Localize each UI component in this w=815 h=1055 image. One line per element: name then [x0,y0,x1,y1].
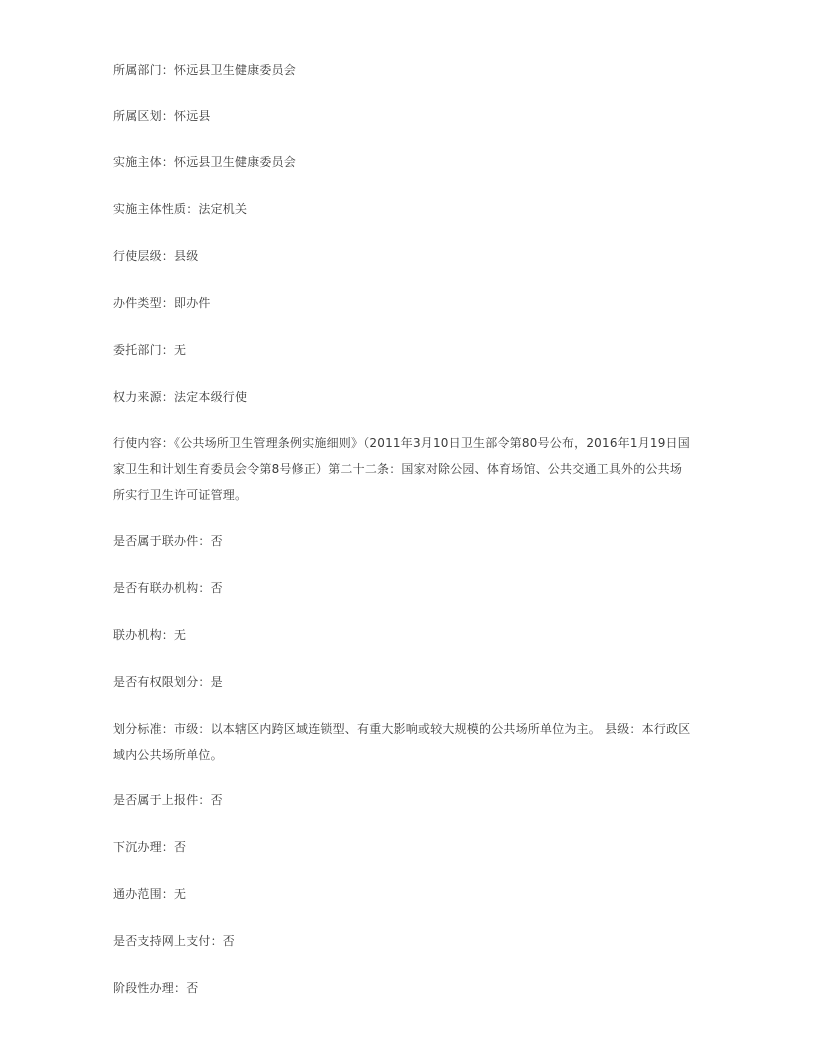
field-report-case: 是否属于上报件：否 [113,793,223,807]
field-has-authority-split: 是否有权限划分：是 [113,675,223,689]
field-staged-handling: 阶段性办理：否 [113,981,199,995]
field-joint-agency: 联办机构：无 [113,628,187,642]
field-implementer: 实施主体：怀远县卫生健康委员会 [113,155,297,169]
field-general-scope: 通办范围：无 [113,887,187,901]
field-department: 所属部门：怀远县卫生健康委员会 [113,63,297,77]
field-implementer-nature: 实施主体性质：法定机关 [113,202,248,216]
field-exercise-content: 行使内容：《公共场所卫生管理条例实施细则》（2011年3月10日卫生部令第80号公布，2016年1月19日国家卫生和计划生育委员会令第8号修正）第二十二条：国家对除公园、体育场馆、公共交通工具外的公共场所实行卫生许可证管理。 [113,436,690,502]
field-case-type: 办件类型：即办件 [113,296,211,310]
field-region: 所属区划：怀远县 [113,109,211,123]
field-split-criteria: 划分标准：市级：以本辖区内跨区域连锁型、有重大影响或较大规模的公共场所单位为主。 县级：本行政区域内公共场所单位。 [113,722,691,762]
field-level: 行使层级：县级 [113,249,199,263]
field-entrusted-dept: 委托部门：无 [113,343,187,357]
field-joint-case: 是否属于联办件：否 [113,534,223,548]
field-online-payment: 是否支持网上支付：否 [113,934,236,948]
field-power-source: 权力来源：法定本级行使 [113,390,248,404]
field-has-joint-agency: 是否有联办机构：否 [113,581,223,595]
field-sink-handling: 下沉办理：否 [113,840,187,854]
